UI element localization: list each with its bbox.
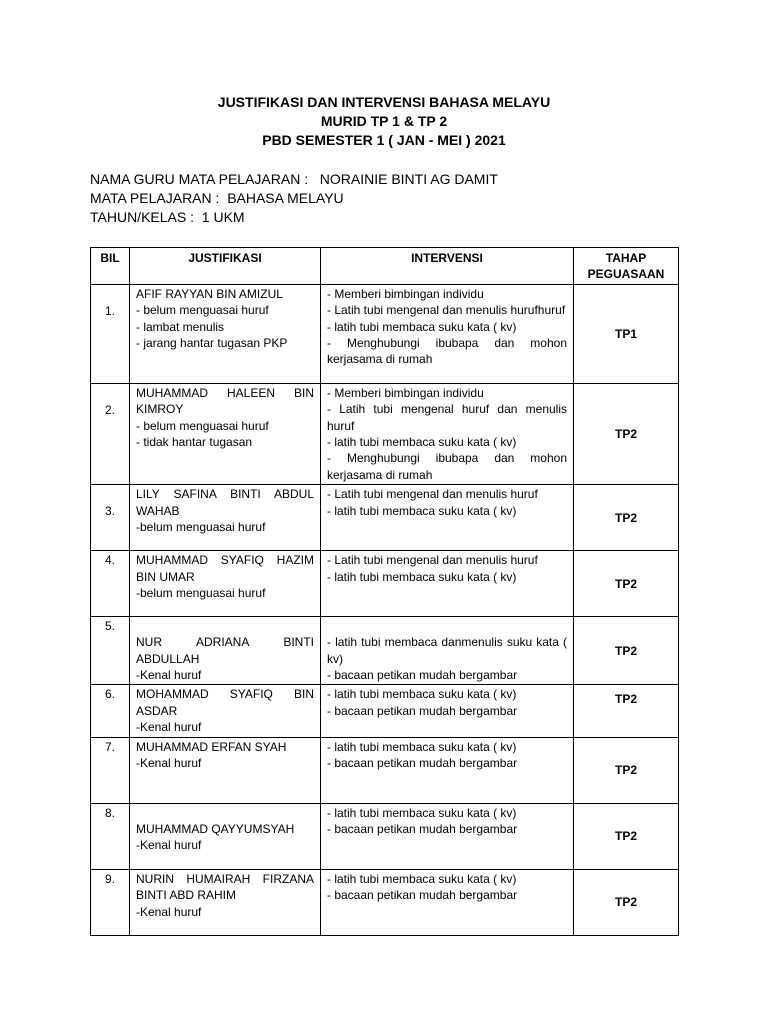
- cell-justifikasi: [130, 737, 321, 803]
- intervention-item: - latih tubi membaca suku kata ( kv): [327, 687, 517, 702]
- cell-intervensi: [321, 383, 574, 484]
- table-row: [91, 803, 679, 869]
- header-tahap: TAHAP PEGUASAAN: [574, 248, 679, 285]
- meta-kelas-value: 1 UKM: [201, 209, 245, 225]
- cell-justifikasi: [130, 803, 321, 869]
- cell-intervensi: [321, 485, 574, 551]
- cell-tahap: TP2: [574, 485, 679, 551]
- cell-tahap: TP2: [574, 617, 679, 685]
- cell-intervensi: [321, 685, 574, 737]
- cell-tahap: TP2: [574, 685, 679, 737]
- meta-subjek-value: BAHASA MELAYU: [227, 190, 344, 206]
- intervention-item: - Latih tubi mengenal dan menulis hurufhuruf: [327, 303, 566, 318]
- intervention-item: - latih tubi membaca suku kata ( kv): [327, 435, 517, 450]
- justification-note: -Kenal huruf: [136, 668, 202, 683]
- table-row: [91, 617, 679, 685]
- cell-bil: 2.: [91, 383, 130, 484]
- cell-intervensi: [321, 869, 574, 935]
- intervention-item: - Latih tubi mengenal dan menulis huruf: [327, 553, 538, 568]
- document-subtitle: MURID TP 1 & TP 2: [320, 113, 448, 129]
- cell-intervensi: [321, 803, 574, 869]
- table-header-row: [91, 248, 679, 285]
- intervention-item: - latih tubi membaca suku kata ( kv): [327, 805, 517, 820]
- document-meta: [90, 170, 498, 227]
- cell-bil: 4.: [91, 551, 130, 617]
- cell-bil: 5.: [91, 617, 130, 685]
- intervention-item: - bacaan petikan mudah bergambar: [327, 822, 518, 837]
- cell-bil: 6.: [91, 685, 130, 737]
- intervention-item: - latih tubi membaca suku kata ( kv): [327, 503, 517, 518]
- justification-note: - belum menguasai huruf: [136, 418, 269, 433]
- student-name: NURIN HUMAIRAH FIRZANA BINTI ABD RAHIM: [136, 871, 314, 903]
- justification-note: -Kenal huruf: [136, 904, 202, 919]
- intervention-item: - bacaan petikan mudah bergambar: [327, 703, 518, 718]
- cell-intervensi: [321, 617, 574, 685]
- intervention-item: - latih tubi membaca suku kata ( kv): [327, 319, 517, 334]
- cell-justifikasi: [130, 485, 321, 551]
- student-name: MUHAMMAD SYAFIQ HAZIM BIN UMAR: [136, 553, 314, 584]
- justification-note: -belum menguasai huruf: [136, 520, 266, 535]
- table-row: [91, 284, 679, 383]
- cell-bil: 1.: [91, 284, 130, 383]
- cell-bil: 9.: [91, 869, 130, 935]
- intervention-item: - bacaan petikan mudah bergambar: [327, 668, 518, 683]
- cell-intervensi: [321, 551, 574, 617]
- justification-note: -Kenal huruf: [136, 720, 202, 735]
- justification-note: - lambat menulis: [136, 319, 225, 334]
- meta-guru: [90, 170, 498, 189]
- student-name: AFIF RAYYAN BIN AMIZUL: [136, 286, 283, 301]
- meta-guru-value: NORAINIE BINTI AG DAMIT: [319, 171, 498, 187]
- meta-subjek: [90, 189, 498, 208]
- header-justifikasi: JUSTIFIKASI: [130, 248, 321, 285]
- justification-note: -Kenal huruf: [136, 838, 202, 853]
- meta-kelas: [90, 208, 498, 227]
- cell-justifikasi: [130, 869, 321, 935]
- justification-note: -Kenal huruf: [136, 756, 202, 771]
- cell-bil: 7.: [91, 737, 130, 803]
- meta-subjek-label: MATA PELAJARAN :: [90, 190, 220, 206]
- meta-kelas-label: TAHUN/KELAS :: [90, 209, 194, 225]
- intervention-item: - latih tubi membaca suku kata ( kv): [327, 871, 517, 886]
- intervention-item: - latih tubi membaca suku kata ( kv): [327, 739, 517, 754]
- intervention-item: - Memberi bimbingan individu: [327, 385, 484, 400]
- intervention-item: - Latih tubi mengenal huruf dan menulis huruf: [327, 402, 567, 433]
- justification-note: - belum menguasai huruf: [136, 303, 269, 318]
- cell-justifikasi: [130, 284, 321, 383]
- intervention-item: - Latih tubi mengenal dan menulis huruf: [327, 487, 538, 502]
- table-row: [91, 869, 679, 935]
- table-row: [91, 685, 679, 737]
- intervention-item: - latih tubi membaca suku kata ( kv): [327, 569, 517, 584]
- cell-intervensi: [321, 737, 574, 803]
- student-name: NUR ADRIANA BINTI ABDULLAH: [136, 635, 314, 666]
- intervention-item: - latih tubi membaca danmenulis suku kata ( kv): [327, 635, 567, 666]
- cell-tahap: TP2: [574, 383, 679, 484]
- cell-intervensi: [321, 284, 574, 383]
- header-intervensi: INTERVENSI: [321, 248, 574, 285]
- justification-note: -belum menguasai huruf: [136, 586, 266, 601]
- cell-bil: 3.: [91, 485, 130, 551]
- intervention-item: - bacaan petikan mudah bergambar: [327, 888, 518, 903]
- intervention-item: - Memberi bimbingan individu: [327, 286, 484, 301]
- cell-tahap: TP1: [574, 284, 679, 383]
- intervention-table: [90, 247, 679, 936]
- table-row: [91, 551, 679, 617]
- cell-tahap: TP2: [574, 803, 679, 869]
- student-name: LILY SAFINA BINTI ABDUL WAHAB: [136, 487, 314, 518]
- intervention-item: - Menghubungi ibubapa dan mohon kerjasama di rumah: [327, 336, 567, 367]
- student-name: MOHAMMAD SYAFIQ BIN ASDAR: [136, 687, 314, 718]
- cell-justifikasi: [130, 685, 321, 737]
- header-bil: BIL: [91, 248, 130, 285]
- document-title: JUSTIFIKASI DAN INTERVENSI BAHASA MELAYU: [217, 94, 551, 110]
- cell-justifikasi: [130, 617, 321, 685]
- intervention-item: - bacaan petikan mudah bergambar: [327, 756, 518, 771]
- table-row: [91, 383, 679, 484]
- student-name: MUHAMMAD HALEEN BIN KIMROY: [136, 385, 314, 417]
- student-name: MUHAMMAD QAYYUMSYAH: [136, 821, 295, 836]
- cell-tahap: TP2: [574, 869, 679, 935]
- cell-justifikasi: [130, 551, 321, 617]
- cell-justifikasi: [130, 383, 321, 484]
- justification-note: - tidak hantar tugasan: [136, 435, 253, 450]
- intervention-item: - Menghubungi ibubapa dan mohon kerjasama di rumah: [327, 451, 567, 482]
- document-title-block: [0, 93, 768, 150]
- justification-note: - jarang hantar tugasan PKP: [136, 336, 288, 351]
- table-row: [91, 485, 679, 551]
- cell-tahap: TP2: [574, 551, 679, 617]
- cell-tahap: TP2: [574, 737, 679, 803]
- student-name: MUHAMMAD ERFAN SYAH: [136, 739, 287, 754]
- cell-bil: 8.: [91, 803, 130, 869]
- meta-guru-label: NAMA GURU MATA PELAJARAN :: [90, 171, 309, 187]
- document-semester: PBD SEMESTER 1 ( JAN - MEI ) 2021: [262, 132, 506, 148]
- table-row: [91, 737, 679, 803]
